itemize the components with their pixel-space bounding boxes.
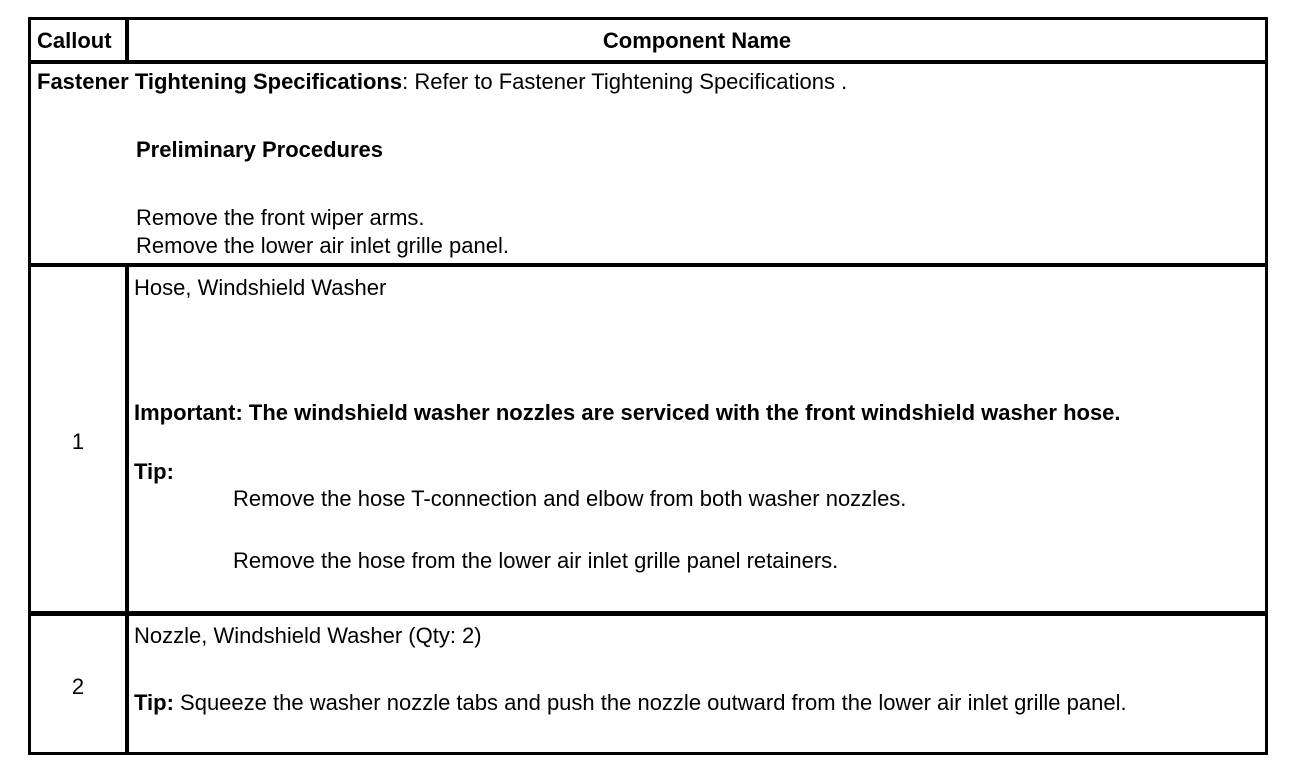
row1-callout: 1 (71, 429, 85, 454)
row1-important-note: Important: The windshield washer nozzles are serviced with the front windshield washer hose. (134, 400, 1121, 425)
preliminary-step: Remove the front wiper arms. (136, 205, 425, 230)
row1-tip-label: Tip: (134, 459, 174, 484)
header-component-name: Component Name (602, 28, 792, 53)
fastener-specs-text: : Refer to Fastener Tightening Specifications . (402, 69, 848, 94)
header-divider (31, 60, 1265, 64)
preliminary-step: Remove the lower air inlet grille panel. (136, 233, 509, 258)
row1-component-name: Hose, Windshield Washer (134, 275, 387, 300)
fastener-specs-line (37, 69, 847, 95)
row1-tip-step: Remove the hose from the lower air inlet grille panel retainers. (233, 548, 839, 573)
row1-tip-step: Remove the hose T-connection and elbow from both washer nozzles. (233, 486, 907, 511)
preliminary-heading: Preliminary Procedures (136, 137, 384, 162)
specs-divider (31, 263, 1265, 267)
body-column-divider (125, 265, 129, 755)
row2-tip-line (134, 690, 1127, 716)
row2-callout: 2 (71, 674, 85, 699)
row2-tip-text: Squeeze the washer nozzle tabs and push the nozzle outward from the lower air inlet grille panel. (173, 690, 1127, 715)
row2-component-name: Nozzle, Windshield Washer (Qty: 2) (134, 623, 482, 648)
fastener-specs-label: Fastener Tightening Specifications (37, 69, 403, 94)
row2-tip-label: Tip: (134, 690, 174, 715)
header-callout: Callout (37, 28, 112, 53)
row1-divider (31, 611, 1265, 616)
component-table (28, 17, 1268, 755)
